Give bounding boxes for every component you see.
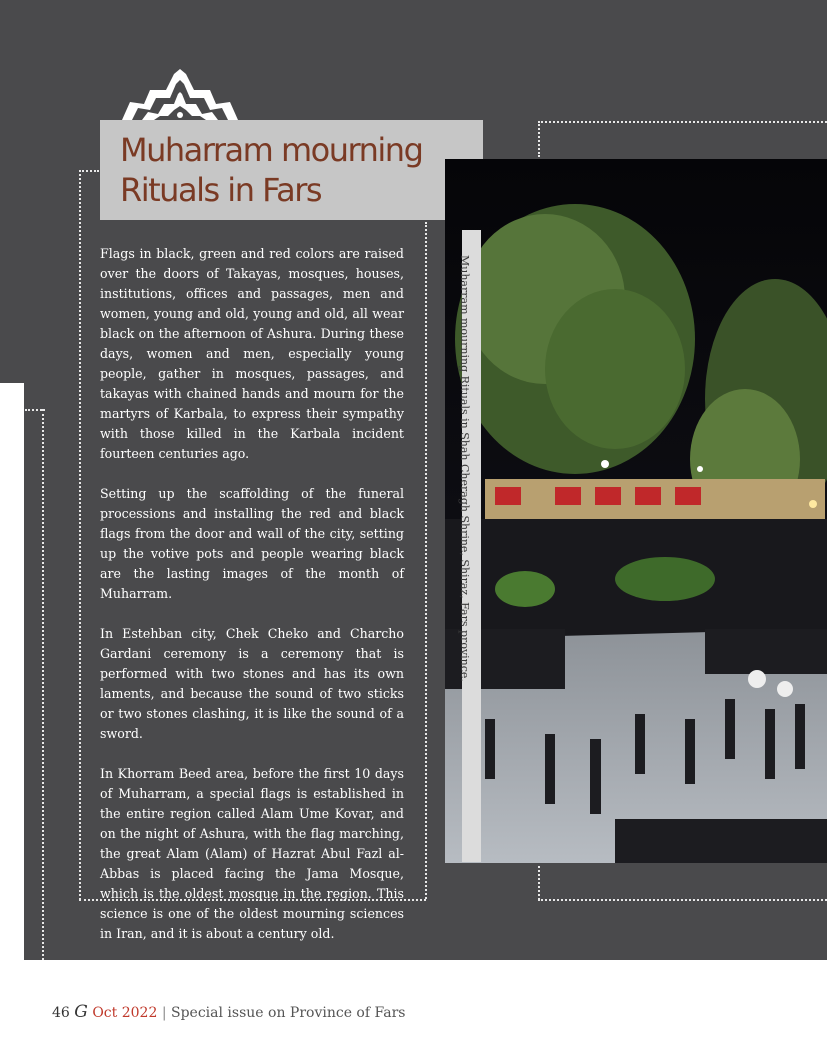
dotted-border-right	[425, 222, 427, 899]
left-white-strip	[0, 383, 24, 960]
title-line-2: Rituals in Fars	[120, 171, 322, 209]
title-box	[100, 120, 483, 220]
article-title	[120, 130, 483, 210]
page-number: 46	[52, 1005, 70, 1021]
title-line-1: Muharram mourning	[120, 131, 423, 169]
dotted-border-photo-bottom-left	[538, 866, 540, 900]
photo-caption: Muharram mourning Rituals in Shah Cheragh Shrine, Shiraz, Fars province.	[458, 255, 471, 682]
dotted-border-side	[42, 409, 44, 960]
paragraph: Flags in black, green and red colors are raised over the doors of Takayas, mosques, houses, institutions, offices and passages, men and women, young and old, young and old, all wear black on the afternoon of Ashura. During these days, women and men, especially young people, gather in mosques, passages, and takayas with chained hands and mourn for the martyrs of Karbala, to express their sympathy with those killed in the Karbala incident fourteen centuries ago.	[100, 246, 404, 461]
dotted-border-left	[79, 170, 81, 900]
shrine-photo	[445, 159, 827, 863]
issue-date: Oct 2022	[92, 1005, 158, 1021]
paragraph: Setting up the scaffolding of the funeral processions and installing the red and black flags from the door and wall of the city, setting up the votive pots and people wearing black are the lasting images of the month of Muharram.	[100, 486, 404, 601]
footer-separator: |	[161, 1005, 167, 1021]
paragraph: In Estehban city, Chek Cheko and Charcho Gardani ceremony is a ceremony that is performed with two stones and has its own laments, and because the sound of two sticks or two stones clashing, it is like the sound of a sword.	[100, 626, 404, 741]
dotted-border-photo-top-left	[538, 121, 540, 157]
page-footer	[52, 1002, 405, 1022]
issue-title: Special issue on Province of Fars	[170, 1005, 406, 1021]
article-body	[100, 244, 404, 964]
ornament-icon	[120, 68, 240, 120]
dotted-border-photo-top	[538, 121, 827, 123]
photo-illustration	[445, 159, 827, 863]
magazine-logo-icon: G	[74, 1002, 88, 1022]
dotted-border-top-left	[79, 170, 99, 172]
dotted-border-photo-bottom	[538, 899, 827, 901]
paragraph: In Khorram Beed area, before the first 10 days of Muharram, a special flags is established in the entire region called Alam Ume Kovar, and on the night of Ashura, with the flag marching, the great Alam (Alam) of Hazrat Abul Fazl al-Abbas is placed facing the Jama Mosque, which is the oldest mosque in the region. This science is one of the oldest mourning sciences in Iran, and it is about a century old.	[100, 766, 404, 941]
